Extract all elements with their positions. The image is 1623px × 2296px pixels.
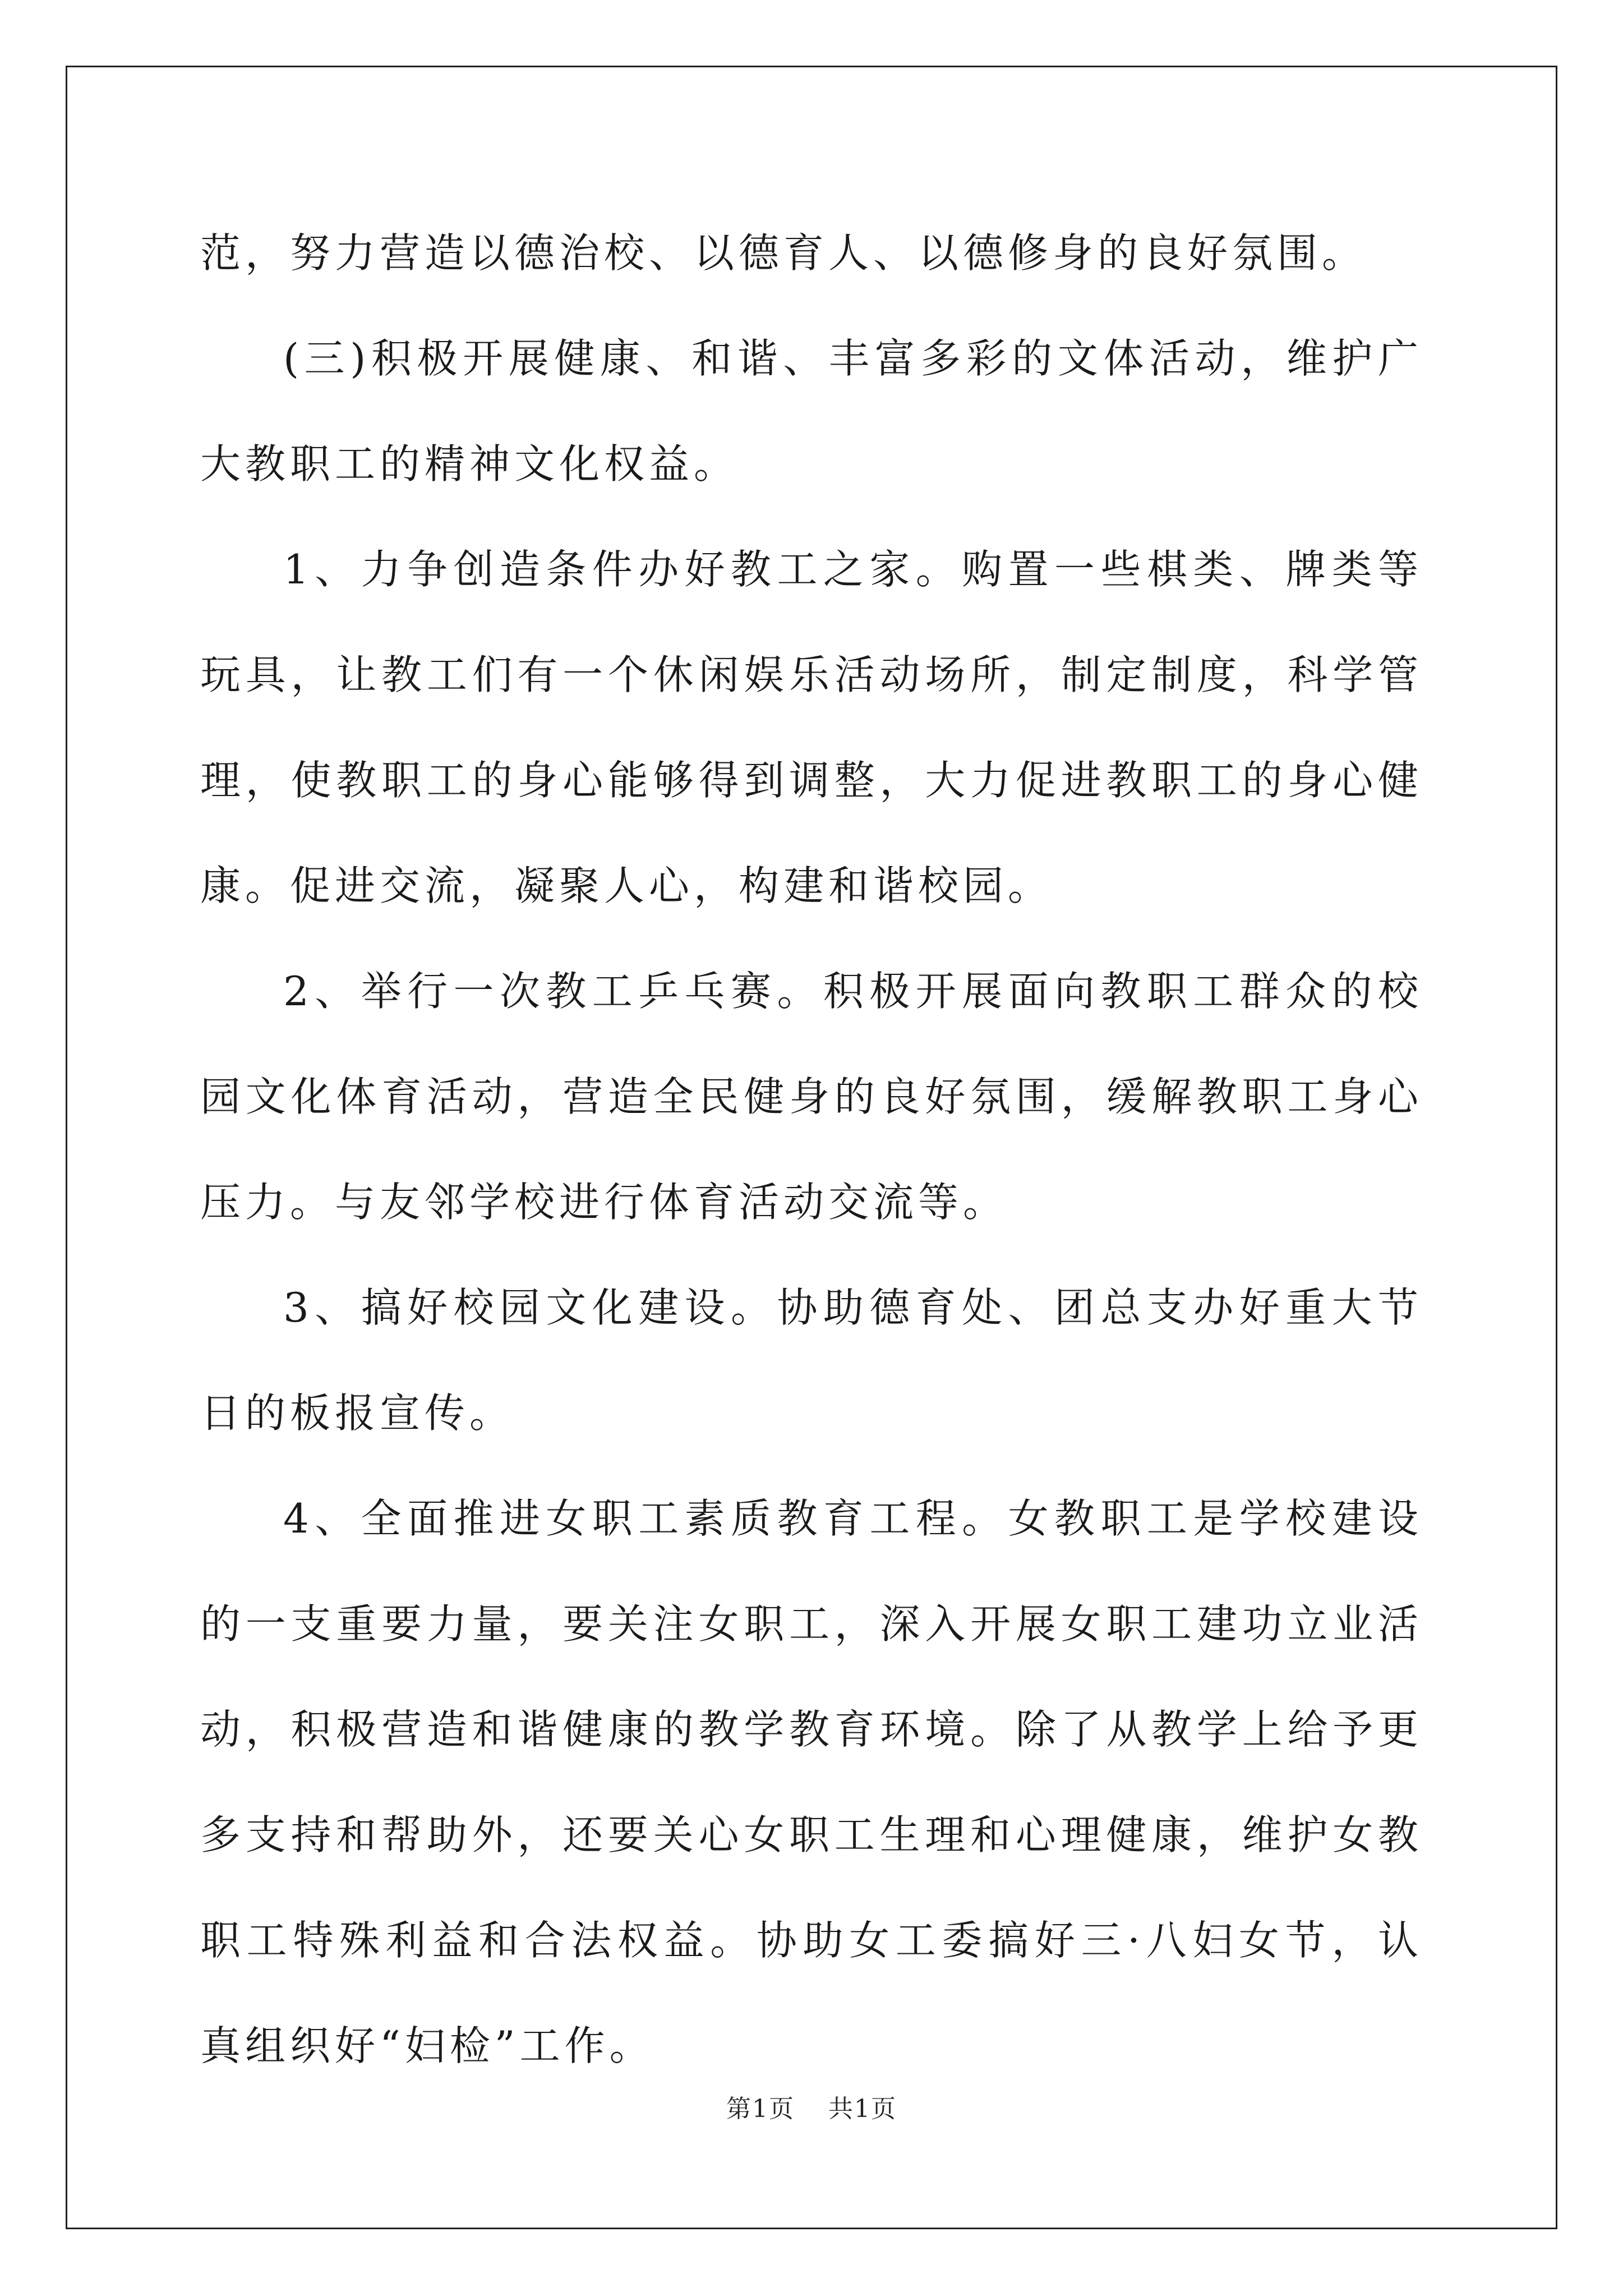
paragraph-3: 1、力争创造条件办好教工之家。购置一些棋类、牌类等玩具，让教工们有一个休闲娱乐活动场所，制定制度，科学管理，使教职工的身心能够得到调整，大力促进教职工的身心健康。促进交流，凝聚人心，构建和谐校园。 <box>200 546 1423 909</box>
paragraph-6: 4、全面推进女职工素质教育工程。女教职工是学校建设的一支重要力量，要关注女职工，深入开展女职工建功立业活动，积极营造和谐健康的教学教育环境。除了从教学上给予更多支持和帮助外，还要关心女职工生理和心理健康，维护女教职工特殊利益和合法权益。协助女工委搞好三·八妇女节，认真组织好“妇检”工作。 <box>200 1495 1423 2069</box>
paragraph-1: 范，努力营造以德治校、以德育人、以德修身的良好氛围。 <box>200 229 1367 277</box>
paragraph-4: 2、举行一次教工乒乓赛。积极开展面向教职工群众的校园文化体育活动，营造全民健身的良好氛围，缓解教职工身心压力。与友邻学校进行体育活动交流等。 <box>200 968 1423 1226</box>
page-number: 第1页 <box>726 2095 795 2123</box>
page-footer <box>0 2092 1623 2126</box>
document-body <box>200 200 1423 2099</box>
page-total: 共1页 <box>828 2095 897 2123</box>
paragraph-2: (三)积极开展健康、和谐、丰富多彩的文体活动，维护广大教职工的精神文化权益。 <box>200 335 1423 487</box>
paragraph-5: 3、搞好校园文化建设。协助德育处、团总支办好重大节日的板报宣传。 <box>200 1284 1423 1437</box>
